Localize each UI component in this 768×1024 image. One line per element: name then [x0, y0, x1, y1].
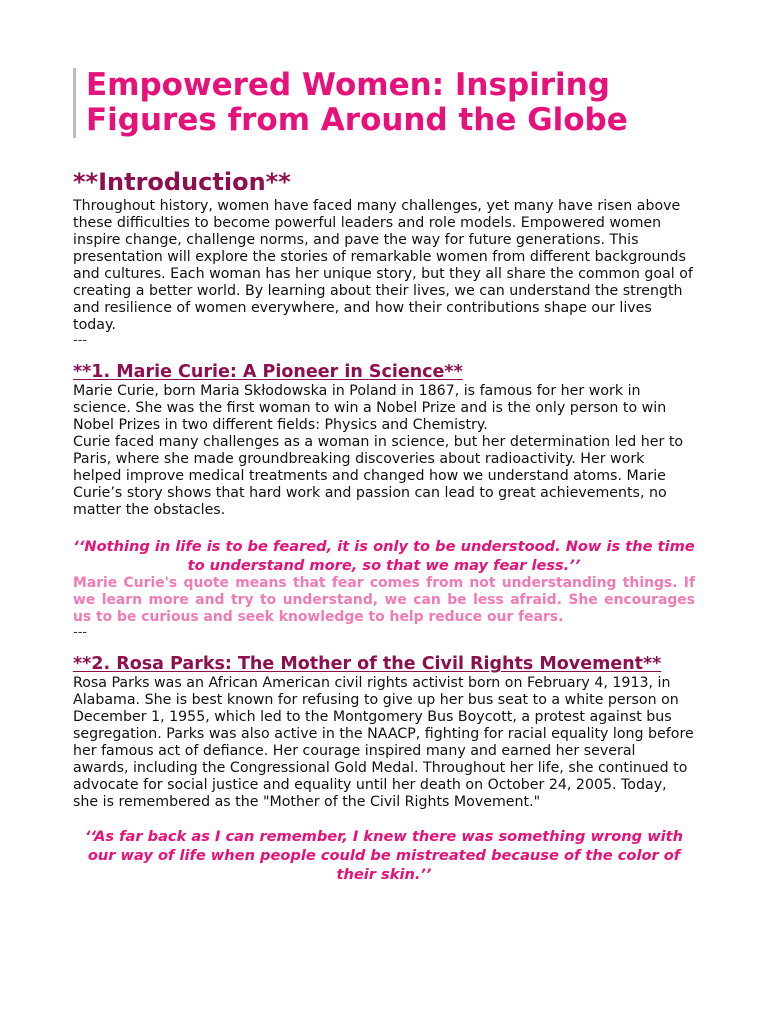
- intro-text: Throughout history, women have faced many challenges, yet many have risen above these difficulties to become powerful leaders and role models. Empowered women inspire change, challenge norms, and pave the way for future generations. This presentation will explore the stories of remarkable women from different backgrounds and cultures. Each woman has her unique story, but they all share the common goal of creating a better world. By learning about their lives, we can understand the strength and resilience of women everywhere, and how their contributions shape our lives today.: [73, 198, 693, 333]
- document-body: [73, 166, 695, 884]
- section-2-paragraph-1: Rosa Parks was an African American civil rights activist born on February 4, 1913, in Alabama. She is best known for refusing to give up her bus seat to a white person on December 1, 1955, which led to the Montgomery Bus Boycott, a protest against bus segregation. Parks was also active in the NAACP, fighting for racial equality long before her famous act of defiance. Her courage inspired many and earned her several awards, including the Congressional Gold Medal. Throughout her life, she continued to advocate for social justice and equality until her death on October 24, 2005. Today, she is remembered as the "Mother of the Civil Rights Movement.": [73, 675, 694, 810]
- section-1-quote: ‘‘Nothing in life is to be feared, it is only to be understood. Now is the time to understand more, so that we may fear less.’’: [73, 538, 695, 574]
- section-1-heading: **1. Marie Curie: A Pioneer in Science**: [73, 362, 463, 382]
- page-title: Empowered Women: Inspiring Figures from Around the Globe: [86, 67, 628, 138]
- section-1-paragraph-2: Curie faced many challenges as a woman in science, but her determination led her to Paris, where she made groundbreaking discoveries about radioactivity. Her work helped improve medical treatments and changed how we understand atoms. Marie Curie’s story shows that hard work and passion can lead to great achievements, no matter the obstacles.: [73, 434, 684, 518]
- title-block: [73, 68, 726, 138]
- intro-heading: **Introduction**: [73, 168, 291, 196]
- section-1-paragraph-1: Marie Curie, born Maria Skłodowska in Poland in 1867, is famous for her work in science. She was the first woman to win a Nobel Prize and is the only person to win Nobel Prizes in two different fields: Physics and Chemistry.: [73, 383, 667, 433]
- separator: ---: [73, 333, 88, 348]
- section-2-quote: ‘‘As far back as I can remember, I knew there was something wrong with our way of life when people could be mistreated because of the color of their skin.’’: [84, 828, 684, 883]
- separator: ---: [73, 625, 88, 640]
- section-2-heading: **2. Rosa Parks: The Mother of the Civil Rights Movement**: [73, 654, 662, 674]
- section-1-explanation: Marie Curie's quote means that fear comes from not understanding things. If we learn more and try to understand, we can be less afraid. She encourages us to be curious and seek knowledge to help reduce our fears.: [73, 575, 695, 625]
